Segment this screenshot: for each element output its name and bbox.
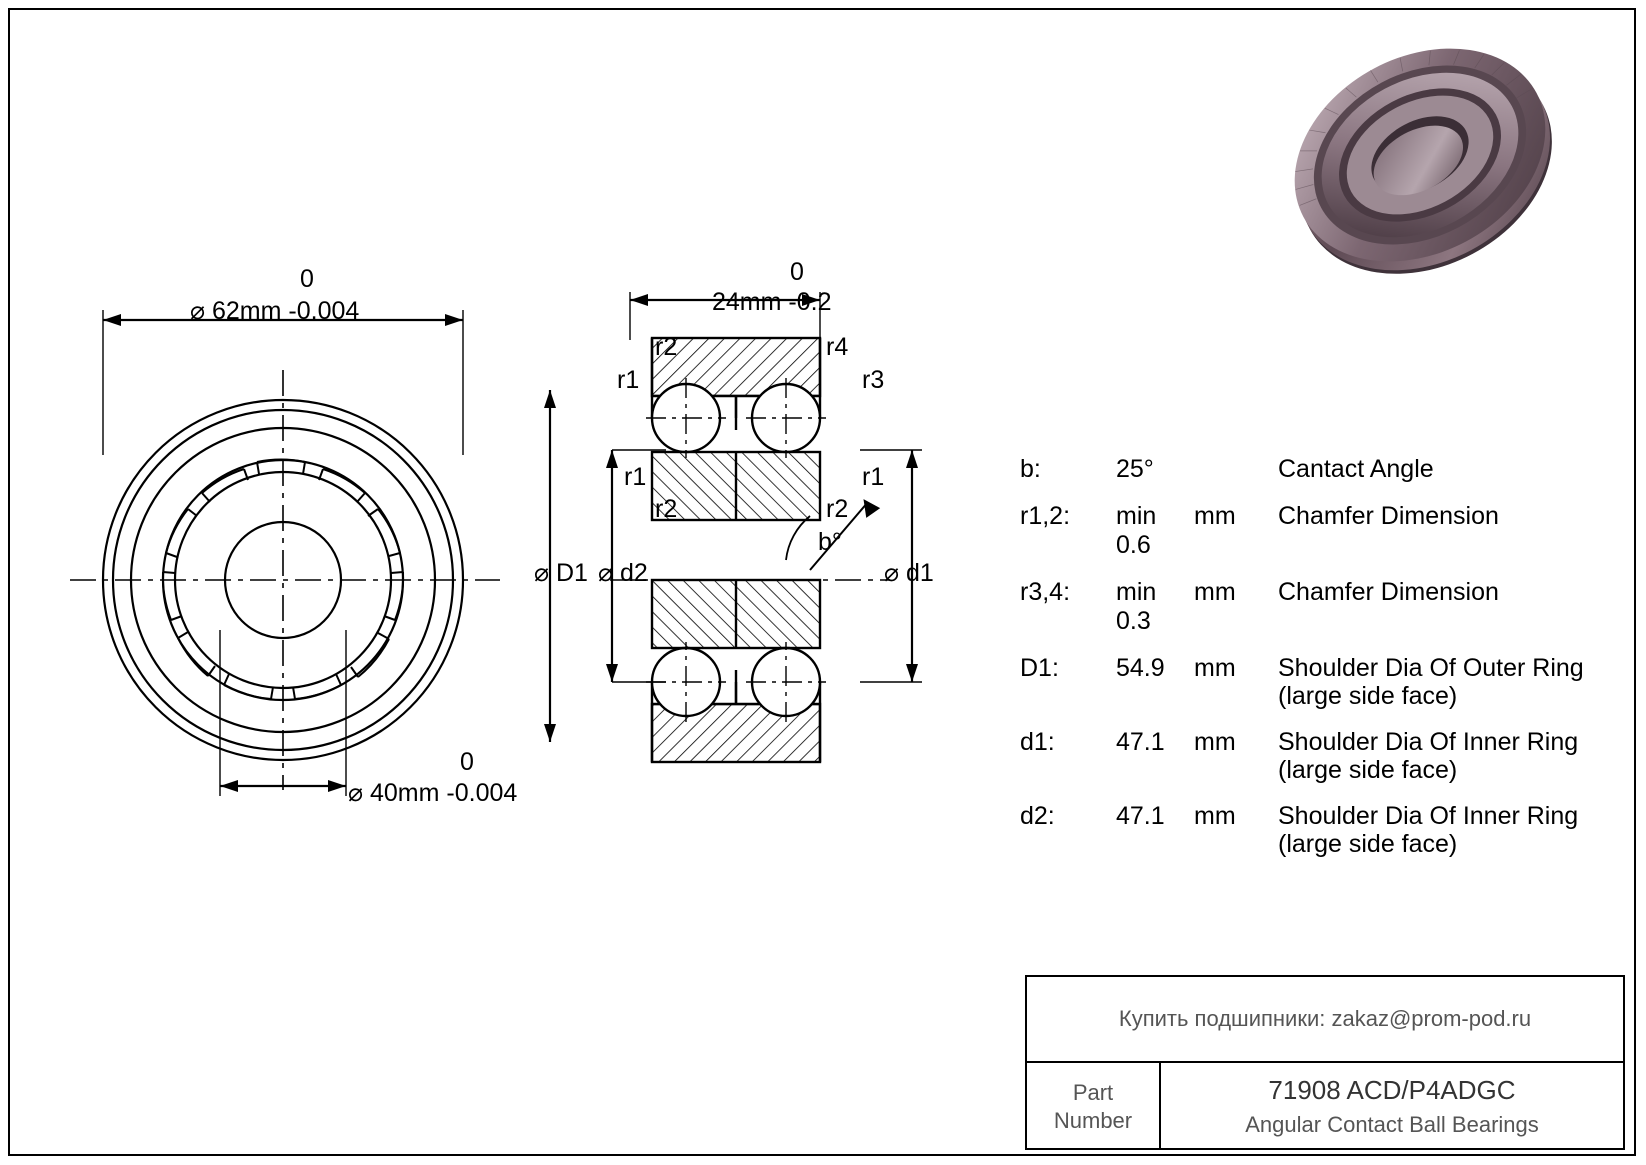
spec-description: Shoulder Dia Of Inner Ring (large side face) bbox=[1278, 802, 1579, 858]
contact-text: Купить подшипники: zakaz@prom-pod.ru bbox=[1118, 1006, 1532, 1031]
contact-row bbox=[1027, 977, 1623, 1063]
spec-unit: mm bbox=[1194, 578, 1236, 606]
label-r2-left-mid: r2 bbox=[655, 495, 678, 523]
part-number-label bbox=[1027, 1063, 1161, 1150]
part-type: Angular Contact Ball Bearings bbox=[1245, 1112, 1539, 1137]
label-dia-d1: ⌀ d1 bbox=[884, 559, 934, 587]
spec-row bbox=[1020, 578, 1620, 636]
spec-value: 54.9 bbox=[1116, 654, 1165, 682]
front-inner-zero: 0 bbox=[460, 748, 474, 776]
spec-row bbox=[1020, 728, 1620, 784]
front-view bbox=[60, 270, 560, 830]
section-width-dimension: 24mm -0.2 bbox=[712, 288, 832, 316]
bearing-3d-render bbox=[1280, 25, 1560, 285]
spec-value: 47.1 bbox=[1116, 802, 1165, 830]
spec-value: min 0.6 bbox=[1116, 502, 1157, 559]
spec-description: Chamfer Dimension bbox=[1278, 578, 1499, 606]
part-number: 71908 ACD/P4ADGC bbox=[1268, 1075, 1516, 1105]
label-r1-left-mid: r1 bbox=[624, 463, 647, 491]
title-block bbox=[1025, 975, 1625, 1150]
spec-description: Chamfer Dimension bbox=[1278, 502, 1499, 530]
label-r2-right-mid: r2 bbox=[826, 495, 849, 523]
spec-value: 47.1 bbox=[1116, 728, 1165, 756]
spec-value: 25° bbox=[1116, 455, 1154, 483]
label-dia-D1: ⌀ D1 bbox=[534, 559, 588, 587]
section-dimensions bbox=[530, 360, 950, 830]
label-contact-angle: b° bbox=[818, 528, 842, 556]
spec-unit: mm bbox=[1194, 802, 1236, 830]
specification-list bbox=[1020, 455, 1620, 876]
spec-row bbox=[1020, 502, 1620, 560]
spec-unit: mm bbox=[1194, 728, 1236, 756]
front-inner-dimension: ⌀ 40mm -0.004 bbox=[348, 779, 518, 807]
front-outer-zero: 0 bbox=[300, 265, 314, 293]
section-width-zero: 0 bbox=[790, 258, 804, 286]
part-label-line1: Part bbox=[1072, 1080, 1114, 1105]
spec-key: r3,4: bbox=[1020, 578, 1071, 606]
label-r2-top-left: r2 bbox=[655, 333, 678, 361]
label-r4-top-right: r4 bbox=[826, 333, 849, 361]
spec-key: d2: bbox=[1020, 802, 1055, 830]
spec-description: Cantact Angle bbox=[1278, 455, 1434, 483]
spec-row bbox=[1020, 802, 1620, 858]
label-r1-right-mid: r1 bbox=[862, 463, 885, 491]
spec-key: d1: bbox=[1020, 728, 1055, 756]
spec-key: r1,2: bbox=[1020, 502, 1071, 530]
spec-value: min 0.3 bbox=[1116, 578, 1157, 635]
spec-key: D1: bbox=[1020, 654, 1059, 682]
spec-row bbox=[1020, 455, 1620, 484]
label-r3-right-upper: r3 bbox=[862, 366, 885, 394]
spec-description: Shoulder Dia Of Outer Ring (large side face) bbox=[1278, 654, 1584, 710]
part-number-value bbox=[1161, 1063, 1623, 1150]
spec-description: Shoulder Dia Of Inner Ring (large side face) bbox=[1278, 728, 1579, 784]
front-outer-dimension: ⌀ 62mm -0.004 bbox=[190, 297, 360, 325]
label-r1-left-upper: r1 bbox=[617, 366, 640, 394]
spec-unit: mm bbox=[1194, 654, 1236, 682]
label-dia-d2: ⌀ d2 bbox=[598, 559, 648, 587]
spec-row bbox=[1020, 654, 1620, 710]
spec-unit: mm bbox=[1194, 502, 1236, 530]
part-label-line2: Number bbox=[1053, 1107, 1133, 1133]
spec-key: b: bbox=[1020, 455, 1041, 483]
